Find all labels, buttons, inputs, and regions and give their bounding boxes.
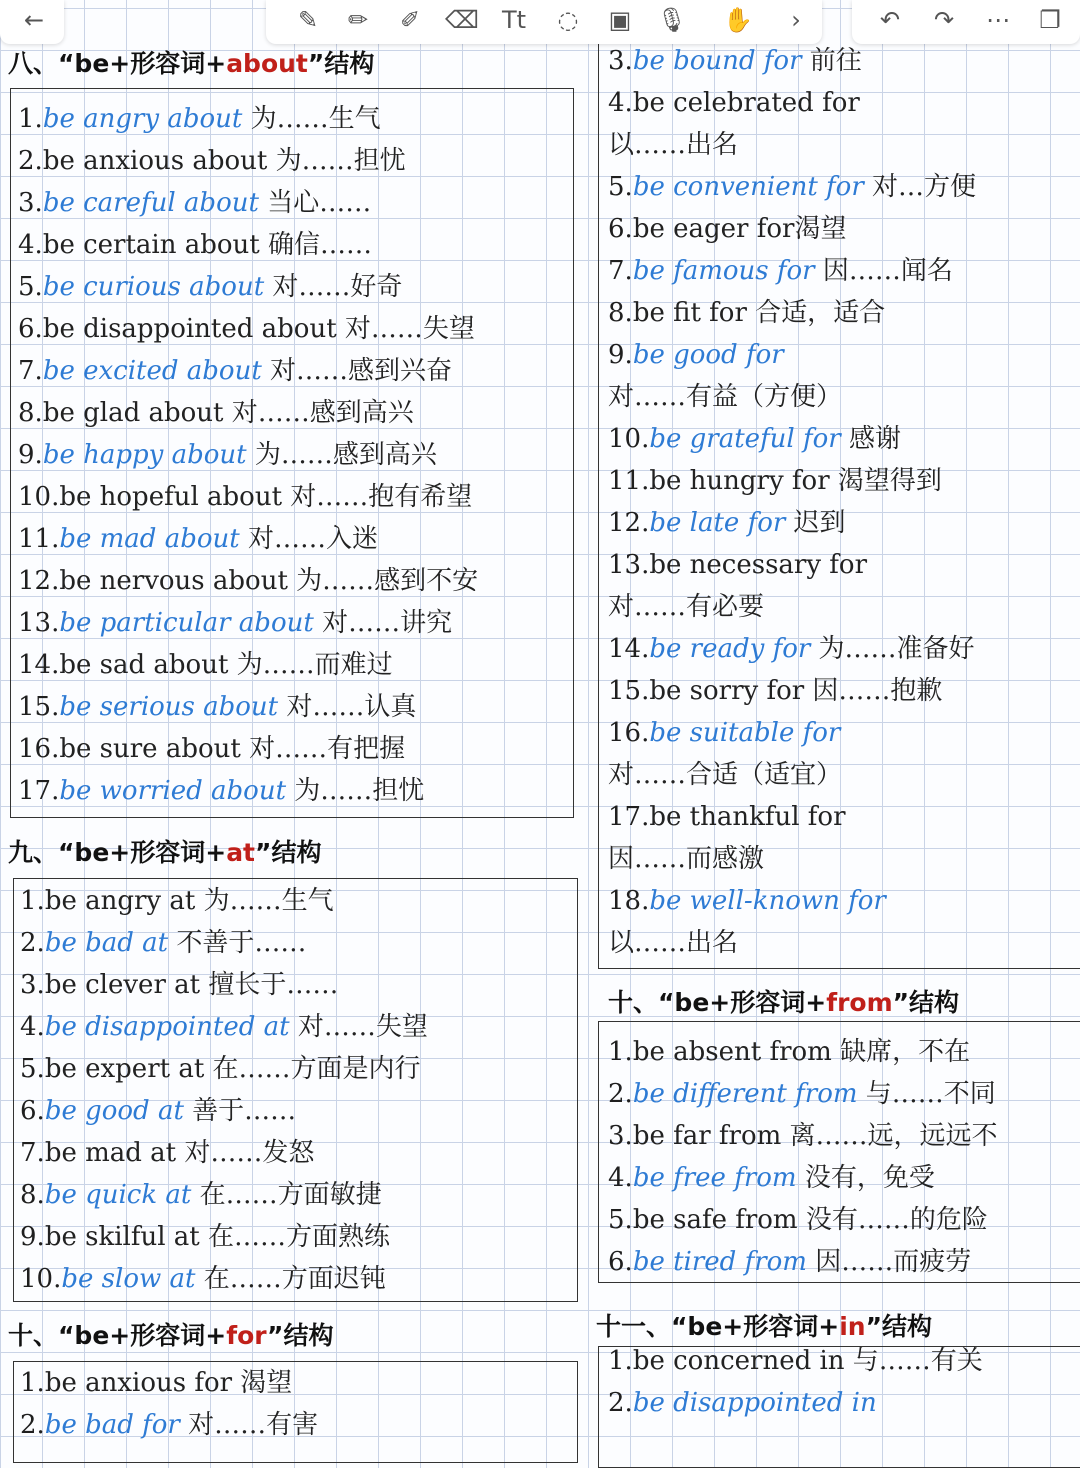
heading-suffix: ”结构 <box>865 1312 932 1341</box>
item-number: 2. <box>608 1388 633 1418</box>
meaning: 因……抱歉 <box>804 676 943 706</box>
pages-icon[interactable]: ❐ <box>1039 6 1061 34</box>
item-number: 1. <box>608 1037 633 1067</box>
list-item <box>608 670 976 712</box>
phrase: be well-known for <box>649 886 886 916</box>
list-item <box>20 880 428 922</box>
item-number: 14. <box>608 634 650 664</box>
list-item <box>608 250 976 292</box>
meaning: 善于…… <box>183 1096 297 1126</box>
list-item <box>608 1073 998 1115</box>
meaning: 因……闻名 <box>814 256 953 286</box>
phrase: be anxious for <box>44 1368 233 1398</box>
list-item <box>608 544 976 586</box>
item-number: 16. <box>608 718 650 748</box>
meaning: 与……有关 <box>844 1346 983 1376</box>
meaning: 对……有把握 <box>240 734 406 764</box>
item-number: 2. <box>18 146 43 176</box>
chevron-right-icon[interactable]: › <box>791 6 801 34</box>
lasso-icon[interactable]: ◌ <box>557 6 579 34</box>
phrase: be quick at <box>44 1180 192 1210</box>
meaning-continuation: 对……合适（适宜） <box>608 760 843 790</box>
image-icon[interactable]: ▣ <box>608 6 632 34</box>
list-item <box>20 1362 318 1404</box>
list-item <box>18 182 478 224</box>
meaning-continuation: 对……有益（方便） <box>608 382 843 412</box>
heading-prefix: 八、“be+形容词+ <box>8 49 227 78</box>
pen-icon[interactable]: ✎ <box>297 6 319 34</box>
item-number: 9. <box>608 340 633 370</box>
list-item <box>608 754 976 796</box>
meaning-continuation: 以……出名 <box>608 928 739 958</box>
list-item <box>608 628 976 670</box>
list-item <box>18 98 478 140</box>
meaning: 对……发怒 <box>176 1138 315 1168</box>
meaning: 缺席，不在 <box>831 1037 971 1067</box>
list-item <box>608 838 976 880</box>
section-heading-in <box>596 1307 932 1343</box>
meaning: 与……不同 <box>857 1079 996 1109</box>
item-number: 6. <box>20 1096 45 1126</box>
phrase: be different from <box>632 1079 858 1109</box>
item-number: 6. <box>608 214 633 244</box>
list-item <box>20 1132 428 1174</box>
list-item <box>18 770 478 812</box>
phrase: be good at <box>44 1096 184 1126</box>
phrase: be disappointed at <box>44 1012 290 1042</box>
meaning: 渴望得到 <box>829 466 942 496</box>
meaning: 为……准备好 <box>810 634 975 664</box>
phrase: be fit for <box>632 298 747 328</box>
phrase: be angry about <box>42 104 243 134</box>
phrase: be grateful for <box>649 424 841 454</box>
item-number: 13. <box>18 608 60 638</box>
phrase: be anxious about <box>42 146 268 176</box>
item-number: 3. <box>608 1121 633 1151</box>
heading-keyword: for <box>226 1321 268 1350</box>
phrase: be disappointed about <box>42 314 337 344</box>
undo-icon[interactable]: ↶ <box>879 6 901 34</box>
meaning: 迟到 <box>785 508 846 538</box>
list-item <box>608 124 976 166</box>
item-number: 5. <box>608 1205 633 1235</box>
meaning: 没有，免受 <box>796 1163 935 1193</box>
phrase: be good for <box>632 340 784 370</box>
item-number: 16. <box>18 734 60 764</box>
item-number: 6. <box>608 1247 633 1277</box>
phrase: be certain about <box>42 230 260 260</box>
meaning: 擅长于…… <box>200 970 339 1000</box>
item-number: 1. <box>20 1368 45 1398</box>
item-number: 10. <box>20 1264 62 1294</box>
item-number: 7. <box>18 356 43 386</box>
phrase: be nervous about <box>59 566 288 596</box>
list-item <box>18 602 478 644</box>
phrase: be bad at <box>44 928 169 958</box>
meaning: 为……而难过 <box>228 650 393 680</box>
meaning: 对……抱有希望 <box>282 482 473 512</box>
microphone-icon[interactable]: 🎙 <box>656 6 688 34</box>
item-number: 11. <box>608 466 650 496</box>
phrase: be glad about <box>42 398 224 428</box>
phrase: be thankful for <box>649 802 846 832</box>
list-item <box>608 1382 983 1424</box>
list-about <box>18 98 478 812</box>
item-number: 5. <box>20 1054 45 1084</box>
phrase: be concerned in <box>632 1346 845 1376</box>
phrase: be eager for <box>632 214 795 244</box>
meaning: 在……方面熟练 <box>199 1222 390 1252</box>
phrase: be mad at <box>44 1138 177 1168</box>
meaning: 对……入迷 <box>239 524 378 554</box>
list-item <box>18 518 478 560</box>
section-heading-from <box>608 983 959 1019</box>
phrase: be tired from <box>632 1247 807 1277</box>
list-item <box>18 728 478 770</box>
list-item <box>608 1340 983 1382</box>
item-number: 5. <box>18 272 43 302</box>
list-item <box>20 1174 428 1216</box>
list-item <box>18 140 478 182</box>
list-item <box>608 1157 998 1199</box>
item-number: 1. <box>18 104 43 134</box>
list-item <box>608 712 976 754</box>
meaning: 为……担忧 <box>267 146 406 176</box>
list-item <box>608 166 976 208</box>
hand-icon[interactable]: ✋ <box>723 6 753 34</box>
list-at <box>20 880 428 1300</box>
list-in <box>608 1340 983 1424</box>
item-number: 6. <box>18 314 43 344</box>
heading-prefix: 九、“be+形容词+ <box>8 838 227 867</box>
list-item <box>608 502 976 544</box>
back-arrow-icon[interactable]: ← <box>23 6 45 34</box>
meaning-continuation: 以……出名 <box>608 130 739 160</box>
phrase: be celebrated for <box>632 88 860 118</box>
phrase: be skilful at <box>44 1222 200 1252</box>
phrase: be angry at <box>44 886 196 916</box>
list-item <box>608 418 976 460</box>
list-item <box>18 476 478 518</box>
list-item <box>608 460 976 502</box>
highlighter-icon[interactable]: ✐ <box>399 6 421 34</box>
list-item <box>608 40 976 82</box>
phrase: be ready for <box>649 634 811 664</box>
list-item <box>20 1258 428 1300</box>
meaning: 为……生气 <box>242 104 381 134</box>
item-number: 4. <box>608 88 633 118</box>
meaning: 在……方面迟钝 <box>195 1264 386 1294</box>
item-number: 12. <box>608 508 650 538</box>
item-number: 10. <box>18 482 60 512</box>
list-item <box>20 922 428 964</box>
phrase: be disappointed in <box>632 1388 877 1418</box>
meaning: 前往 <box>801 46 862 76</box>
phrase: be famous for <box>632 256 815 286</box>
meaning: 对……认真 <box>278 692 417 722</box>
section-heading-for <box>8 1316 333 1352</box>
phrase: be mad about <box>59 524 240 554</box>
meaning: 为……感到不安 <box>287 566 479 596</box>
list-item <box>18 350 478 392</box>
heading-keyword: about <box>226 49 308 78</box>
item-number: 18. <box>608 886 650 916</box>
list-from <box>608 1031 998 1283</box>
item-number: 4. <box>18 230 43 260</box>
list-item <box>18 644 478 686</box>
item-number: 7. <box>608 256 633 286</box>
list-item <box>18 434 478 476</box>
list-item <box>608 376 976 418</box>
meaning: 合适，适合 <box>746 298 886 328</box>
meaning: 为……感到高兴 <box>246 440 437 470</box>
item-number: 8. <box>20 1180 45 1210</box>
meaning: 对……失望 <box>289 1012 428 1042</box>
item-number: 10. <box>608 424 650 454</box>
meaning-continuation: 因……而感激 <box>608 844 765 874</box>
meaning: 在……方面敏捷 <box>191 1180 382 1210</box>
list-item <box>18 224 478 266</box>
heading-prefix: 十、“be+形容词+ <box>608 988 827 1017</box>
list-item <box>608 796 976 838</box>
meaning: 在……方面是内行 <box>204 1054 421 1084</box>
heading-prefix: 十一、“be+形容词+ <box>596 1312 840 1341</box>
list-item <box>608 922 976 964</box>
item-number: 5. <box>608 172 633 202</box>
phrase: be slow at <box>61 1264 196 1294</box>
item-number: 11. <box>18 524 60 554</box>
meaning: 渴望 <box>794 214 847 244</box>
phrase: be worried about <box>59 776 287 806</box>
text-tool-icon[interactable]: Tt <box>501 6 527 34</box>
item-number: 12. <box>18 566 60 596</box>
item-number: 17. <box>18 776 60 806</box>
list-item <box>608 1031 998 1073</box>
pencil-icon[interactable]: ✏ <box>347 6 369 34</box>
meaning: 不善于…… <box>168 928 307 958</box>
meaning: 对……感到兴奋 <box>261 356 453 386</box>
phrase: be hungry for <box>649 466 830 496</box>
phrase: be expert at <box>44 1054 205 1084</box>
phrase: be far from <box>632 1121 782 1151</box>
section-heading-about <box>8 44 374 80</box>
heading-suffix: ”结构 <box>267 1321 334 1350</box>
eraser-icon[interactable]: ⌫ <box>445 6 479 34</box>
item-number: 9. <box>18 440 43 470</box>
phrase: be particular about <box>59 608 314 638</box>
phrase: be curious about <box>42 272 265 302</box>
item-number: 8. <box>608 298 633 328</box>
meaning: 渴望 <box>232 1368 293 1398</box>
meaning: 当心…… <box>258 188 372 218</box>
item-number: 3. <box>608 46 633 76</box>
list-item <box>608 1199 998 1241</box>
phrase: be sorry for <box>649 676 805 706</box>
item-number: 13. <box>608 550 650 580</box>
item-number: 15. <box>608 676 650 706</box>
meaning: 为……生气 <box>195 886 334 916</box>
phrase: be necessary for <box>649 550 868 580</box>
list-item <box>20 1090 428 1132</box>
item-number: 7. <box>20 1138 45 1168</box>
phrase: be hopeful about <box>59 482 283 512</box>
meaning: 对……讲究 <box>313 608 453 638</box>
phrase: be late for <box>649 508 786 538</box>
meaning: 没有……的危险 <box>797 1205 988 1235</box>
item-number: 15. <box>18 692 60 722</box>
meaning: 对…方便 <box>863 172 977 202</box>
item-number: 17. <box>608 802 650 832</box>
item-number: 2. <box>20 1410 45 1440</box>
redo-icon[interactable]: ↷ <box>933 6 955 34</box>
section-heading-at <box>8 833 321 869</box>
heading-suffix: ”结构 <box>892 988 960 1017</box>
meaning: 对……感到高兴 <box>223 398 414 428</box>
phrase: be absent from <box>632 1037 832 1067</box>
phrase: be bad for <box>44 1410 180 1440</box>
heading-keyword: in <box>839 1312 866 1341</box>
list-item <box>608 880 976 922</box>
phrase: be safe from <box>632 1205 798 1235</box>
list-item <box>20 1048 428 1090</box>
list-item <box>608 1115 998 1157</box>
list-item <box>18 560 478 602</box>
meaning: 因……而疲劳 <box>806 1247 972 1277</box>
phrase: be sad about <box>59 650 229 680</box>
heading-keyword: at <box>226 838 256 867</box>
phrase: be sure about <box>59 734 241 764</box>
heading-prefix: 十、“be+形容词+ <box>8 1321 227 1350</box>
list-item <box>608 334 976 376</box>
item-number: 2. <box>20 928 45 958</box>
meaning: 对……好奇 <box>264 272 403 302</box>
list-item <box>20 1216 428 1258</box>
more-icon[interactable]: ⋯ <box>986 6 1010 34</box>
item-number: 14. <box>18 650 60 680</box>
list-item <box>18 686 478 728</box>
phrase: be convenient for <box>632 172 864 202</box>
item-number: 3. <box>18 188 43 218</box>
meaning: 为……担忧 <box>286 776 425 806</box>
toolbar <box>0 0 1080 44</box>
heading-keyword: from <box>826 988 893 1017</box>
list-item <box>18 266 478 308</box>
meaning: 对……失望 <box>336 314 475 344</box>
item-number: 2. <box>608 1079 633 1109</box>
list-for-left <box>20 1362 318 1446</box>
list-item <box>18 392 478 434</box>
heading-suffix: ”结构 <box>255 838 322 867</box>
item-number: 9. <box>20 1222 45 1252</box>
item-number: 1. <box>20 886 45 916</box>
item-number: 4. <box>20 1012 45 1042</box>
list-item <box>608 1241 998 1283</box>
item-number: 4. <box>608 1163 633 1193</box>
phrase: be clever at <box>44 970 201 1000</box>
meaning: 离……远，远远不 <box>781 1121 998 1151</box>
meaning: 对……有害 <box>179 1410 319 1440</box>
list-item <box>20 964 428 1006</box>
meaning: 感谢 <box>840 424 901 454</box>
meaning: 确信…… <box>259 230 373 260</box>
list-item <box>608 292 976 334</box>
list-item <box>608 208 976 250</box>
list-item <box>18 308 478 350</box>
phrase: be bound for <box>632 46 802 76</box>
list-item <box>608 82 976 124</box>
phrase: be free from <box>632 1163 797 1193</box>
item-number: 3. <box>20 970 45 1000</box>
list-item <box>608 586 976 628</box>
phrase: be careful about <box>42 188 259 218</box>
heading-suffix: ”结构 <box>307 49 375 78</box>
phrase: be suitable for <box>649 718 841 748</box>
list-for-right <box>608 40 976 964</box>
phrase: be serious about <box>59 692 279 722</box>
phrase: be happy about <box>42 440 247 470</box>
item-number: 1. <box>608 1346 633 1376</box>
phrase: be excited about <box>42 356 262 386</box>
list-item <box>20 1006 428 1048</box>
meaning-continuation: 对……有必要 <box>608 592 765 622</box>
item-number: 8. <box>18 398 43 428</box>
